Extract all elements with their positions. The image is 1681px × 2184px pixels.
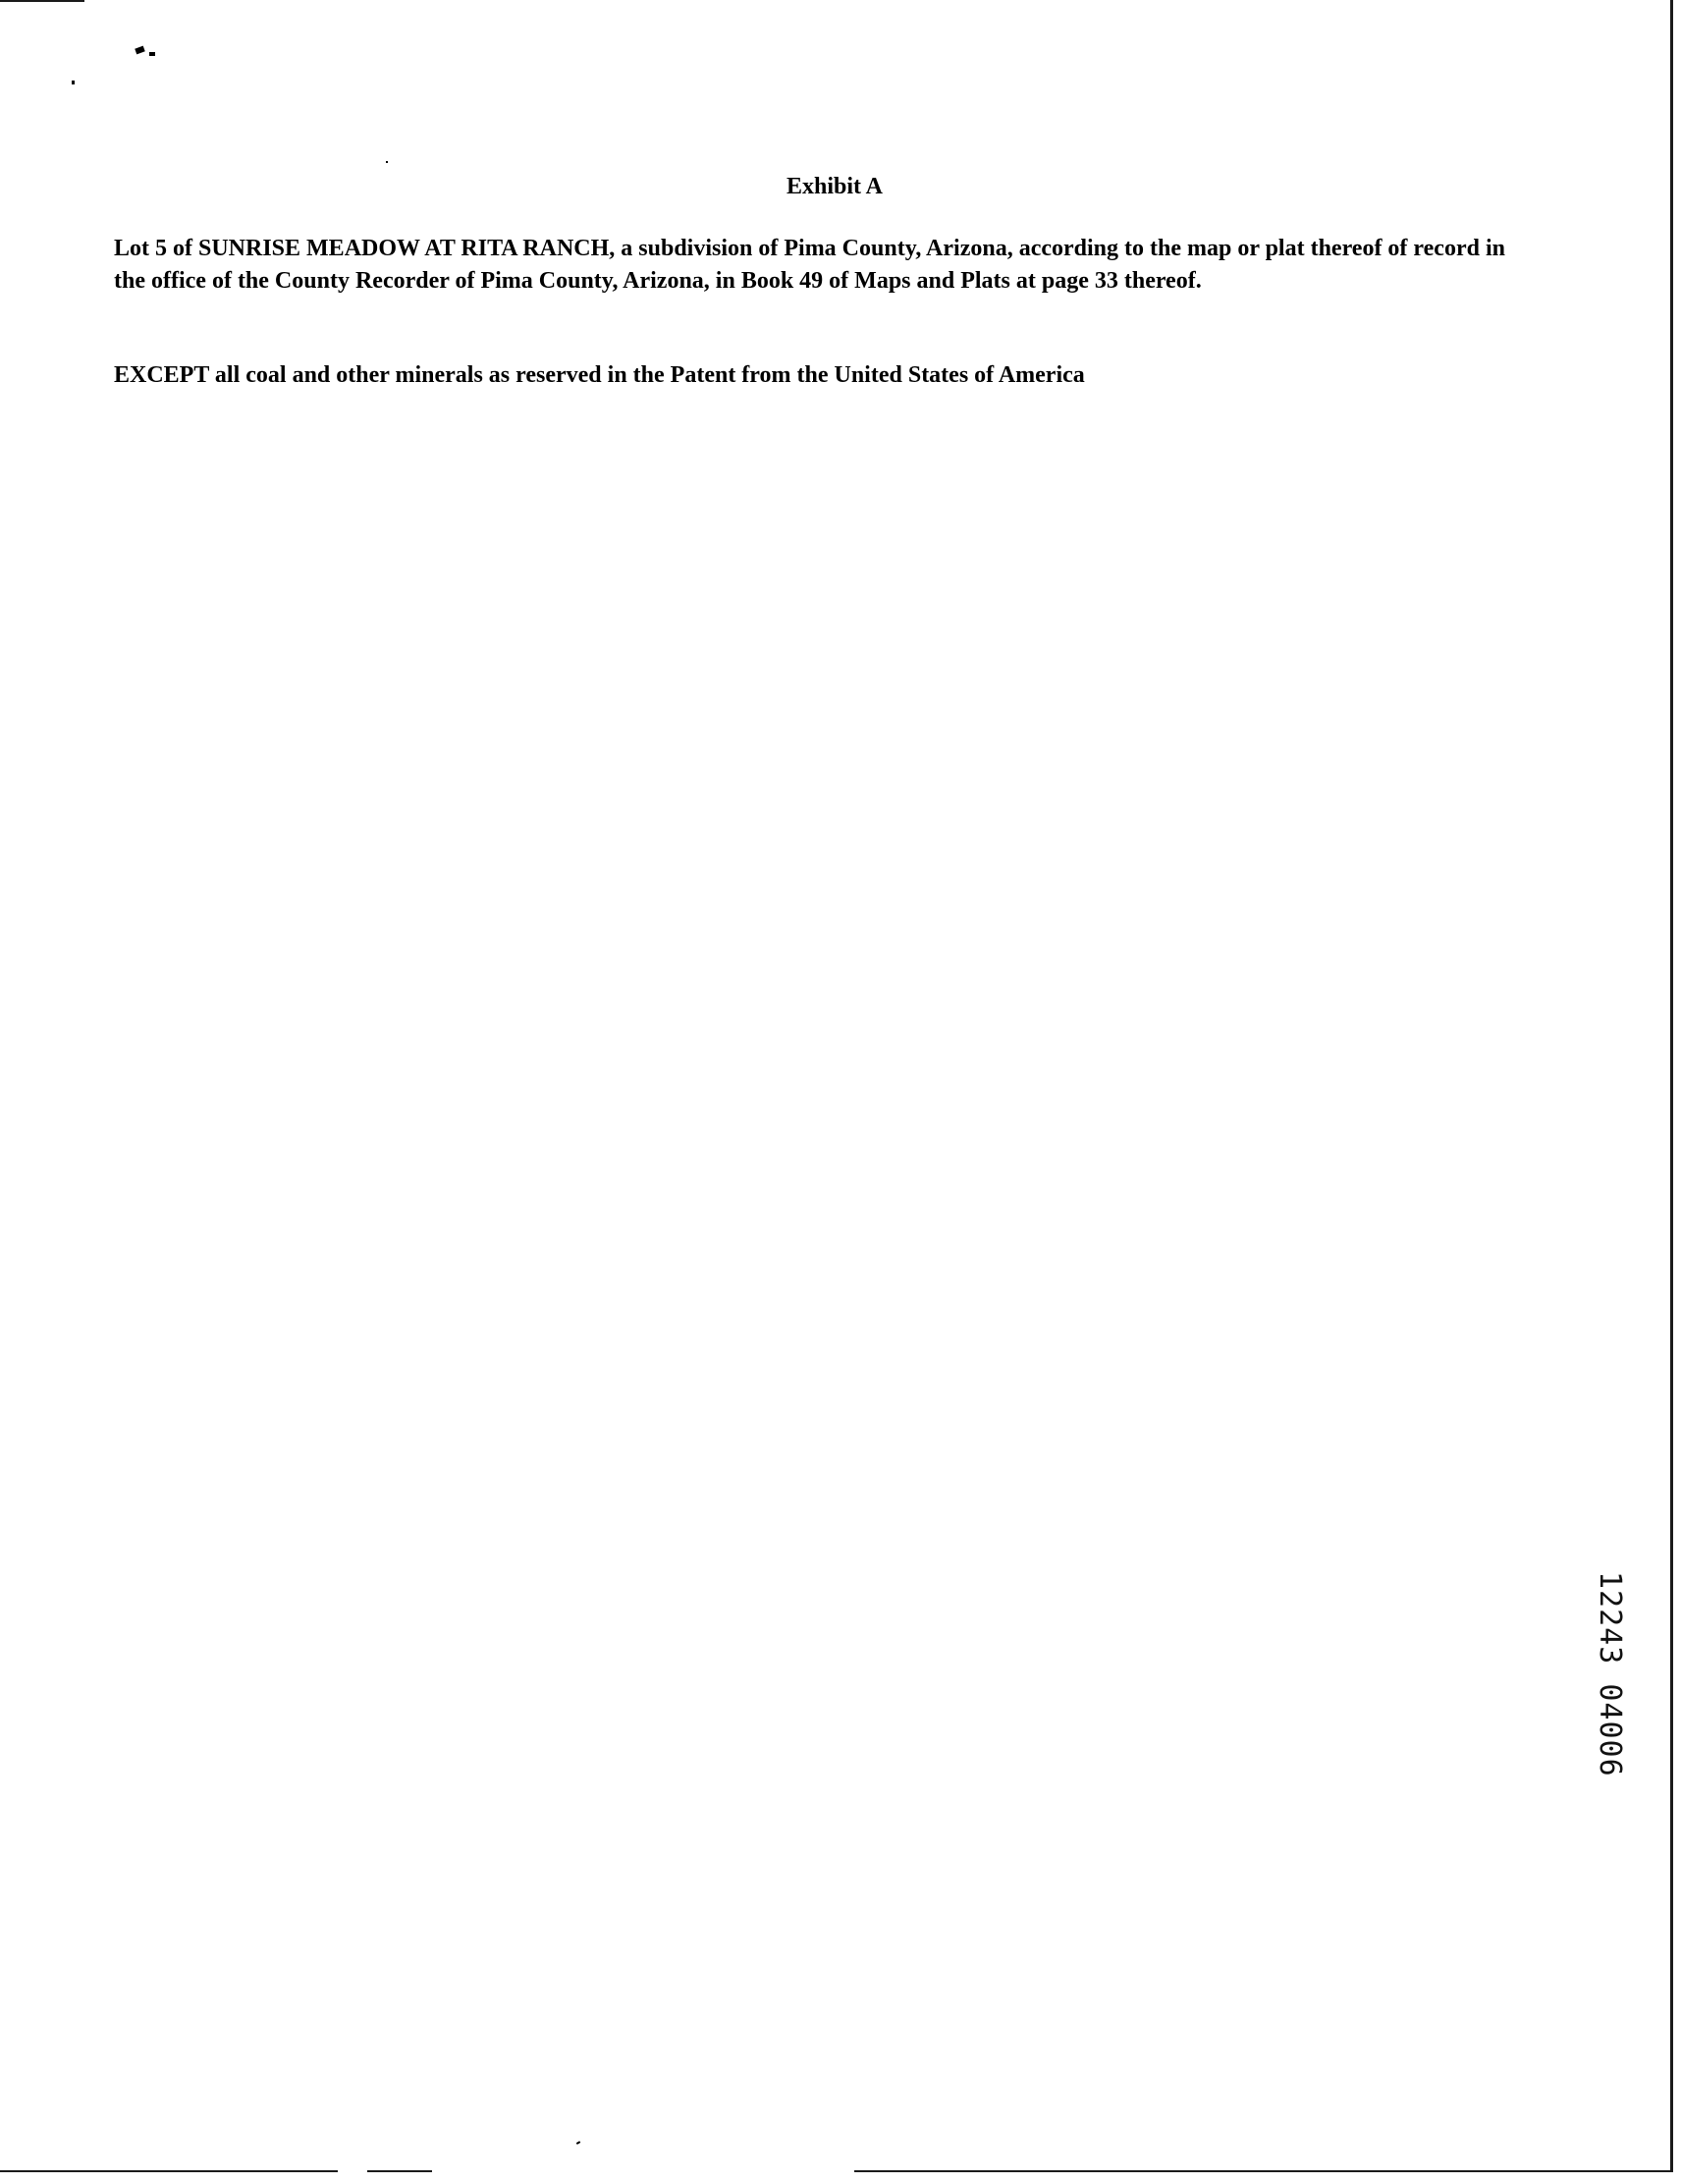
scan-border-gap (432, 2166, 854, 2176)
recording-stamp (1581, 1571, 1640, 1856)
mineral-reservation-paragraph: EXCEPT all coal and other minerals as reserved in the Patent from the United States of America (114, 362, 1085, 388)
legal-description-paragraph: Lot 5 of SUNRISE MEADOW AT RITA RANCH, a subdivision of Pima County, Arizona, according to the map or plat thereof of record in the office of the County Recorder of Pima County, Arizona, in Book 49 of Maps and Plats at page 33 thereof. (114, 236, 1505, 294)
scan-speck (149, 52, 155, 56)
scan-border-right (1670, 0, 1673, 2172)
scan-speck (135, 46, 145, 55)
scan-speck (72, 81, 75, 84)
recording-number: 12243 04006 (1593, 1571, 1627, 1777)
scan-speck (576, 2141, 580, 2145)
scan-border-gap (338, 2166, 367, 2176)
scan-border-top (0, 0, 84, 2)
scan-speck (386, 161, 388, 163)
exhibit-title: Exhibit A (786, 174, 884, 199)
